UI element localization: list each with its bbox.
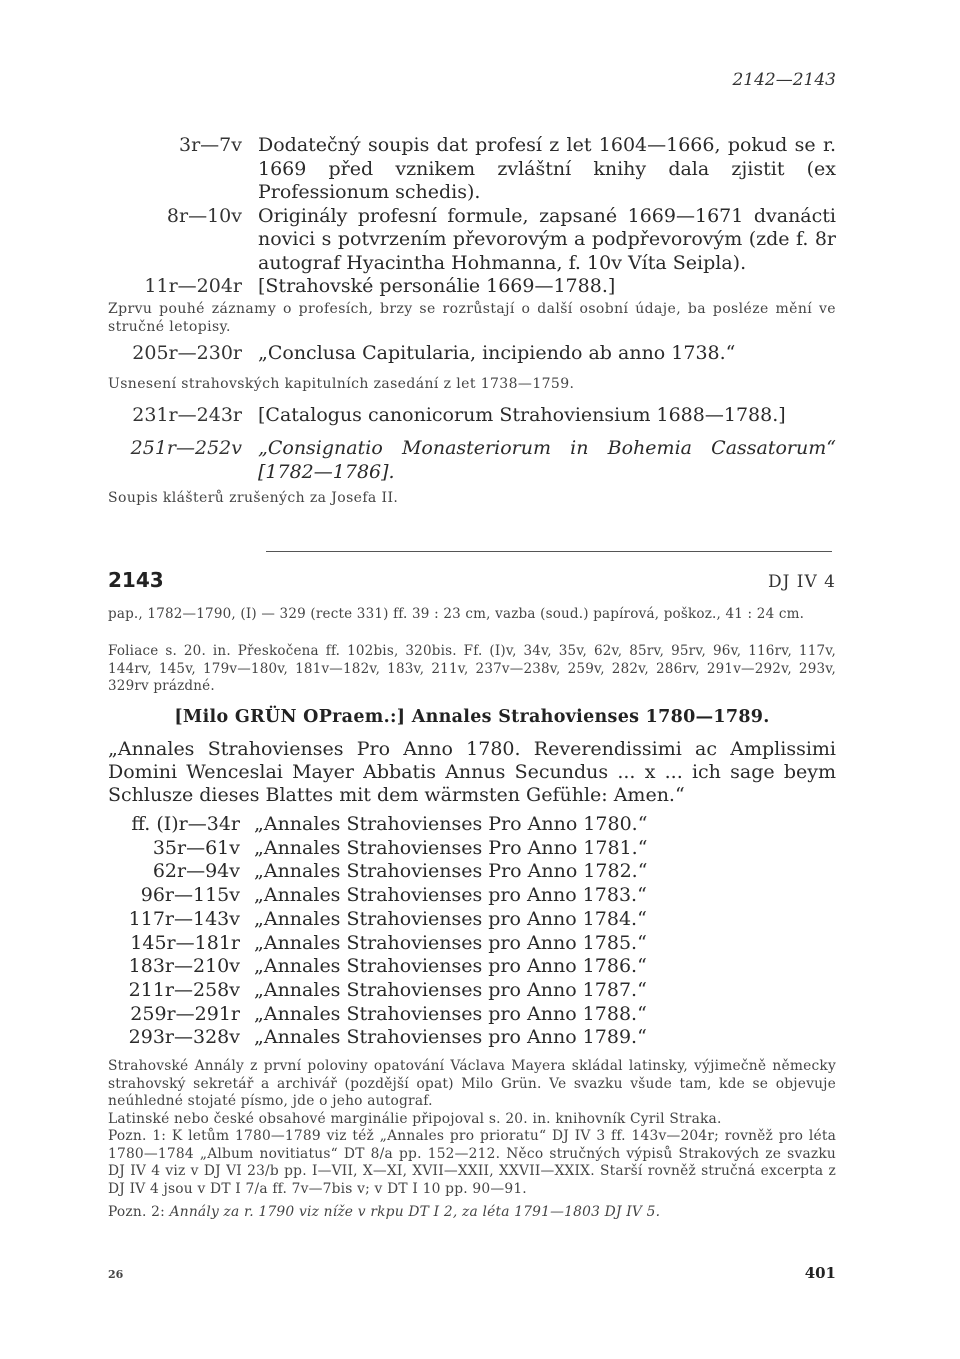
entry-catalogus xyxy=(108,404,836,428)
sheet-number: 26 xyxy=(108,1268,124,1281)
footnote-2-label: Pozn. 2: xyxy=(108,1204,165,1220)
note-personalie: Zprvu pouhé záznamy o profesích, brzy se rozrůstají o další osobní údaje, ba posléze mění ve stručné letopisy. xyxy=(108,301,836,335)
folio-range: 117r—143v xyxy=(128,907,240,930)
entry-text: [Strahovské personálie 1669—1788.] xyxy=(258,275,616,297)
item-title: „Annales Strahovienses pro Anno 1785.“ xyxy=(254,931,647,954)
list-item xyxy=(108,813,836,837)
list-item xyxy=(108,837,836,861)
record-notes xyxy=(108,1058,836,1222)
footnote-1: Pozn. 1: K letům 1780—1789 viz též „Annales pro prioratu“ DJ IV 3 ff. 143v—204r; rovněž pro léta 1780—1784 „Album novitiatus“ DT 8/a pp. 152—212. Něco stručných výpisů Strakových ze svazku DJ IV 4 viz v DJ VI 23/b pp. I—VII, X—XI, XVII—XXII, XXVII—XXIX. Starší rovněž stručná excerpta z DJ IV 4 jsou v DT I 7/a ff. 7v—7bis v; v DT I 10 pp. 90—91. xyxy=(108,1128,836,1197)
list-item xyxy=(108,860,836,884)
item-title: „Annales Strahovienses Pro Anno 1781.“ xyxy=(254,836,648,859)
physical-description: pap., 1782—1790, (I) — 329 (recte 331) ff. 39 : 23 cm, vazba (soud.) papírová, poškoz., 41 : 24 cm. xyxy=(108,606,805,622)
list-item xyxy=(108,884,836,908)
foliation-note: Foliace s. 20. in. Přeskočena ff. 102bis, 320bis. Ff. (I)v, 34v, 35v, 62v, 85rv, 95rv, 96v, 116rv, 117v, 144rv, 145v, 179v—180v, 181v—182v, 183v, 211v, 237v—238v, 259v, 282v, 286rv, 291v—292v, 293v, 329rv prázdné. xyxy=(108,643,836,694)
folio-range: ff. (I)r—34r xyxy=(131,813,240,835)
entry-ref: 251r—252v xyxy=(130,437,242,459)
item-title: „Annales Strahovienses pro Anno 1786.“ xyxy=(254,955,647,978)
marginalia-paragraph: Latinské nebo české obsahové marginálie připojoval s. 20. in. knihovník Cyril Straka. xyxy=(108,1110,722,1127)
incipit: „Annales Strahovienses Pro Anno 1780. Reverendissimi ac Amplissimi Domini Wenceslai Mayer Abbatis Annus Secundus ... x ... ich sage beym Schlusze dieses Blattes mit dem wärmsten Gefühle: Amen.“ xyxy=(108,738,836,806)
shelfmark: DJ IV 4 xyxy=(767,572,836,592)
page-footer xyxy=(108,1264,836,1282)
item-title: „Annales Strahovienses pro Anno 1783.“ xyxy=(254,884,647,907)
list-item xyxy=(108,979,836,1003)
list-item xyxy=(108,932,836,956)
item-title: „Annales Strahovienses Pro Anno 1782.“ xyxy=(254,860,648,883)
item-title: „Annales Strahovienses pro Anno 1787.“ xyxy=(254,978,647,1001)
folio-range: 183r—210v xyxy=(128,955,240,978)
running-head: 2142—2143 xyxy=(732,70,836,90)
footnote-2-text: Annály za r. 1790 viz níže v rkpu DT I 2, za léta 1791—1803 DJ IV 5. xyxy=(169,1204,661,1220)
entry-text: Originály profesní formule, zapsané 1669—1671 dvanácti novici s potvrzením převorovým a podpřevorovým (zde f. 8r autograf Hyacintha Hohmanna, f. 10v Víta Seipla). xyxy=(258,204,836,274)
entry-ref: 205r—230r xyxy=(132,342,242,364)
entry-ref: 8r—10v xyxy=(166,204,242,227)
folio-range: 145r—181r xyxy=(130,931,240,954)
footnote-2 xyxy=(108,1204,836,1222)
folio-range: 293r—328v xyxy=(128,1026,240,1049)
item-title: „Annales Strahovienses Pro Anno 1780.“ xyxy=(254,813,648,835)
folio-range: 211r—258v xyxy=(128,978,240,1001)
entry-row xyxy=(108,134,836,205)
item-title: „Annales Strahovienses pro Anno 1789.“ xyxy=(254,1026,647,1049)
record-title: [Milo GRÜN OPraem.:] Annales Strahovienses 1780—1789. xyxy=(174,707,770,727)
entry-conclusa xyxy=(108,342,836,366)
entries-top xyxy=(108,134,836,299)
folio-range: 62r—94v xyxy=(152,860,240,883)
entry-ref: 3r—7v xyxy=(179,134,242,156)
entry-text: [Catalogus canonicorum Strahoviensium 1688—1788.] xyxy=(258,404,786,426)
note-usneseni: Usnesení strahovských kapitulních zasedání z let 1738—1759. xyxy=(108,376,575,392)
list-item xyxy=(108,1026,836,1050)
item-title: „Annales Strahovienses pro Anno 1784.“ xyxy=(254,907,647,930)
entry-text: Dodatečný soupis dat profesí z let 1604—1666, pokud se r. 1669 před vznikem zvláštní knihy dala zjistit (ex Professionum schedis). xyxy=(258,134,836,203)
folio-range: 96r—115v xyxy=(140,884,240,907)
entry-row xyxy=(108,205,836,276)
entry-ref: 11r—204r xyxy=(144,275,242,297)
list-item xyxy=(108,908,836,932)
record-header xyxy=(108,568,836,592)
folio-range: 35r—61v xyxy=(152,836,240,859)
note-soupis: Soupis klášterů zrušených za Josefa II. xyxy=(108,490,399,506)
record-number: 2143 xyxy=(108,568,164,592)
contents-list xyxy=(108,813,836,1050)
section-divider xyxy=(266,551,832,552)
entry-consignatio xyxy=(108,437,836,484)
description-paragraph: Strahovské Annály z první poloviny opatování Václava Mayera skládal latinsky, výjimečně německy strahovský sekretář a archivář (pozdější opat) Milo Grün. Ve svazku všude tam, kde se objevuje neúhledné stojaté písmo, jde o jeho autograf. xyxy=(108,1058,836,1109)
entry-text: „Consignatio Monasteriorum in Bohemia Cassatorum“ [1782—1786]. xyxy=(258,437,836,483)
entry-ref: 231r—243r xyxy=(132,404,242,426)
list-item xyxy=(108,1003,836,1027)
page-number: 401 xyxy=(804,1264,836,1282)
folio-range: 259r—291r xyxy=(130,1002,240,1025)
list-item xyxy=(108,955,836,979)
entry-row xyxy=(108,275,836,299)
entry-text: „Conclusa Capitularia, incipiendo ab anno 1738.“ xyxy=(258,342,736,364)
item-title: „Annales Strahovienses pro Anno 1788.“ xyxy=(254,1002,647,1025)
